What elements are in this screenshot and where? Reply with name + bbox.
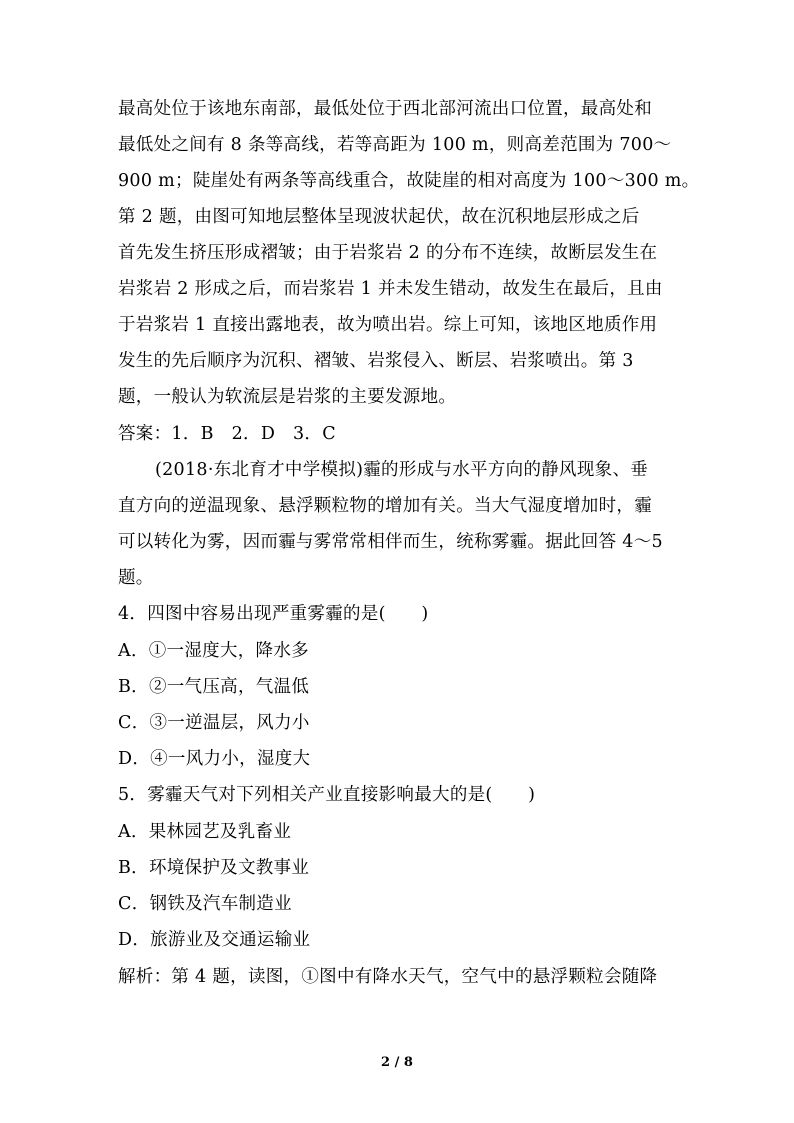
text-line-6: 岩浆岩 2 形成之后，而岩浆岩 1 并未发生错动，故发生在最后，且由 (118, 279, 663, 299)
question-4-option-a: A．①一湿度大，降水多 (118, 641, 309, 661)
text-line-2: 最低处之间有 8 条等高线，若等高距为 100 m，则高差范围为 700～ (118, 135, 672, 155)
question-5: 5．雾霾天气对下列相关产业直接影响最大的是( ) (118, 785, 536, 805)
text-line-3: 900 m；陡崖处有两条等高线重合，故陡崖的相对高度为 100～300 m。 (118, 171, 700, 191)
question-5-option-d: D．旅游业及交通运输业 (118, 930, 311, 950)
passage-line-4: 题。 (118, 568, 154, 588)
text-line-7: 于岩浆岩 1 直接出露地表，故为喷出岩。综上可知，该地区地质作用 (118, 315, 658, 335)
text-line-9: 题，一般认为软流层是岩浆的主要发源地。 (118, 387, 457, 407)
passage-line-1: (2018·东北育才中学模拟)霾的形成与水平方向的静风现象、垂 (155, 460, 649, 480)
question-5-option-c: C．钢铁及汽车制造业 (118, 894, 292, 914)
answer-line: 答案：1．B 2．D 3．C (118, 424, 336, 444)
question-4: 4．四图中容易出现严重雾霾的是( ) (118, 604, 429, 624)
passage-line-3: 可以转化为雾，因而霾与雾常常相伴而生，统称雾霾。据此回答 4～5 (118, 532, 663, 552)
question-4-option-d: D．④一风力小，湿度大 (118, 749, 311, 769)
text-line-8: 发生的先后顺序为沉积、褶皱、岩浆侵入、断层、岩浆喷出。第 3 (118, 351, 634, 371)
question-4-option-c: C．③一逆温层，风力小 (118, 713, 310, 733)
page-number: 2 / 8 (381, 1055, 413, 1070)
question-5-option-b: B．环境保护及文教事业 (118, 858, 310, 878)
question-5-option-a: A．果林园艺及乳畜业 (118, 822, 292, 842)
text-line-5: 首先发生挤压形成褶皱；由于岩浆岩 2 的分布不连续，故断层发生在 (118, 243, 658, 263)
passage-line-2: 直方向的逆温现象、悬浮颗粒物的增加有关。当大气湿度增加时，霾 (118, 496, 652, 516)
text-line-4: 第 2 题，由图可知地层整体呈现波状起伏，故在沉积地层形成之后 (118, 207, 640, 227)
explanation-line: 解析：第 4 题，读图，①图中有降水天气，空气中的悬浮颗粒会随降 (118, 967, 658, 987)
question-4-option-b: B．②一气压高，气温低 (118, 677, 310, 697)
text-line-1: 最高处位于该地东南部，最低处位于西北部河流出口位置，最高处和 (118, 99, 652, 119)
